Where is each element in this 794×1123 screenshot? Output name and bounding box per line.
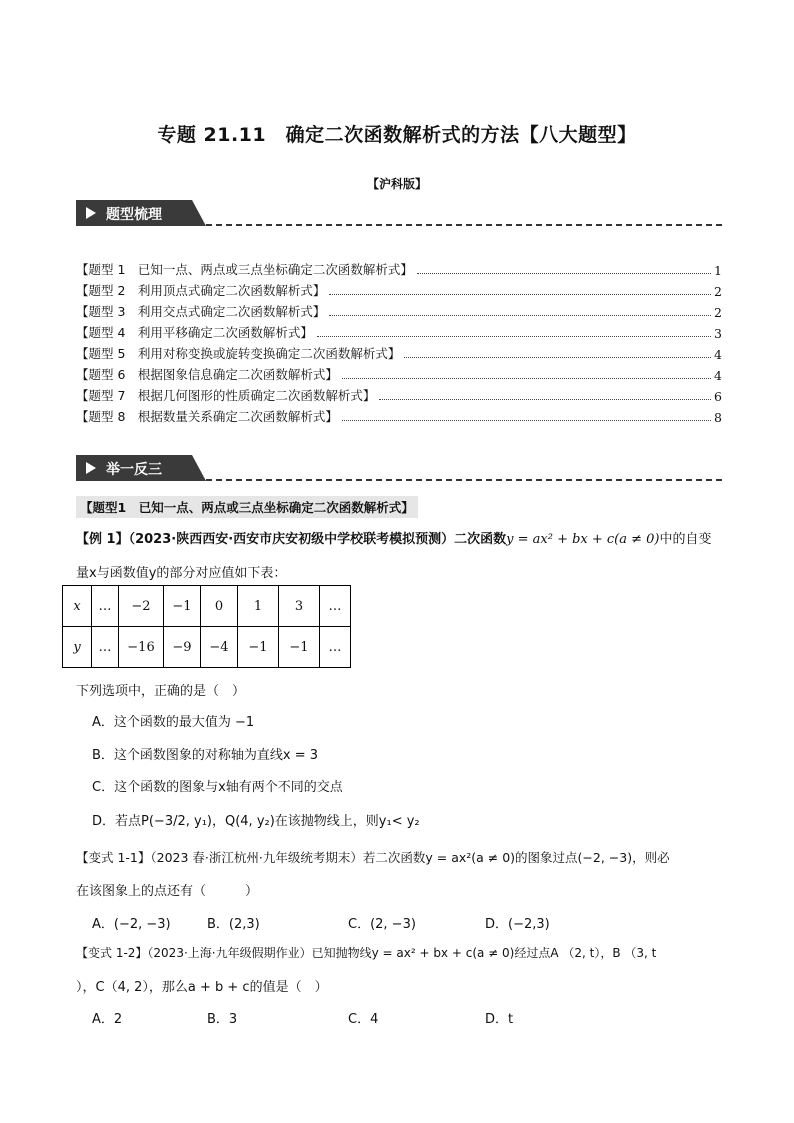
table-cell: …	[320, 586, 351, 627]
toc-row[interactable]	[76, 363, 722, 383]
toc-page: 6	[714, 389, 722, 404]
option-c[interactable]: C．这个函数的图象与x轴有两个不同的交点	[92, 780, 343, 795]
play-triangle-icon	[86, 462, 96, 474]
toc-page: 2	[714, 305, 722, 320]
banner-toc-label: 题型梳理	[106, 207, 162, 223]
toc-row[interactable]	[76, 342, 722, 362]
variant2-option-d[interactable]: D．t	[485, 1012, 514, 1027]
table-cell: …	[92, 586, 119, 627]
table-cell: 0	[201, 586, 238, 627]
table-cell: 3	[279, 586, 320, 627]
variant1-option-a[interactable]: A．(−2, −3)	[92, 917, 171, 932]
toc-leader	[404, 357, 711, 358]
variant2-option-b[interactable]: B．3	[207, 1012, 238, 1027]
toc-label: 【题型 2 利用顶点式确定二次函数解析式】	[76, 283, 326, 298]
table-cell: y	[63, 627, 92, 668]
toc-leader	[379, 399, 711, 400]
example1-formula: y = ax² + bx + c(a ≠ 0)	[506, 532, 660, 547]
example1-question: 下列选项中，正确的是（ ）	[76, 684, 246, 699]
variant1-option-b[interactable]: B．(2,3)	[207, 917, 260, 932]
variant1-line2: 在该图象上的点还有（ ）	[76, 884, 259, 899]
toc-leader	[342, 420, 711, 421]
banner-toc	[76, 200, 206, 226]
toc-page: 4	[714, 368, 722, 383]
table-cell: …	[92, 627, 119, 668]
toc-leader	[342, 378, 711, 379]
banner-divider	[206, 224, 722, 226]
table-row	[63, 586, 351, 627]
example1-suffix: 中的自变	[659, 532, 712, 547]
page-title: 专题 21.11 确定二次函数解析式的方法【八大题型】	[157, 124, 637, 146]
toc-label: 【题型 4 利用平移确定二次函数解析式】	[76, 325, 313, 340]
option-b[interactable]: B．这个函数图象的对称轴为直线x = 3	[92, 748, 319, 763]
toc-row[interactable]	[76, 300, 722, 320]
variant1-option-c[interactable]: C．(2, −3)	[348, 917, 416, 932]
example1-line2: 量x与函数值y的部分对应值如下表：	[76, 566, 287, 581]
option-d[interactable]: D．若点P(−3/2, y₁)，Q(4, y₂)在该抛物线上，则y₁< y₂	[92, 814, 420, 829]
toc-page: 4	[714, 347, 722, 362]
value-table	[62, 585, 351, 668]
toc-page: 2	[714, 284, 722, 299]
toc-label: 【题型 7 根据几何图形的性质确定二次函数解析式】	[76, 388, 376, 403]
option-a[interactable]: A．这个函数的最大值为 −1	[92, 715, 255, 730]
variant2-option-c[interactable]: C．4	[348, 1012, 379, 1027]
table-cell: −1	[238, 627, 279, 668]
toc-leader	[329, 294, 711, 295]
edition-label: 【沪科版】	[366, 177, 427, 191]
toc-row[interactable]	[76, 384, 722, 404]
toc-label: 【题型 5 利用对称变换或旋转变换确定二次函数解析式】	[76, 346, 401, 361]
table-cell: −16	[119, 627, 164, 668]
banner-practice	[76, 455, 206, 481]
table-cell: −9	[164, 627, 201, 668]
table-cell: −1	[164, 586, 201, 627]
variant1-line1: 【变式 1-1】（2023 春·浙江杭州·九年级统考期末）若二次函数y = ax²(a ≠ 0)的图象过点(−2, −3)，则必	[76, 850, 670, 865]
play-triangle-icon	[86, 207, 96, 219]
toc-label: 【题型 3 利用交点式确定二次函数解析式】	[76, 304, 326, 319]
toc-leader	[317, 336, 711, 337]
variant2-line1: 【变式 1-2】（2023·上海·九年级假期作业）已知抛物线y = ax² + bx + c(a ≠ 0)经过点A （2, t），B （3, t	[76, 946, 657, 960]
toc-row[interactable]	[76, 405, 722, 425]
table-row	[63, 627, 351, 668]
table-cell: …	[320, 627, 351, 668]
toc-leader	[417, 273, 711, 274]
table-cell: −1	[279, 627, 320, 668]
example1-prefix: 【例 1】（2023·陕西西安·西安市庆安初级中学校联考模拟预测）二次函数	[76, 532, 507, 547]
toc-label: 【题型 1 已知一点、两点或三点坐标确定二次函数解析式】	[76, 262, 413, 277]
banner-practice-label: 举一反三	[106, 462, 162, 478]
toc-leader	[329, 315, 711, 316]
toc-page: 8	[714, 410, 722, 425]
toc-row[interactable]	[76, 258, 722, 278]
toc-label: 【题型 8 根据数量关系确定二次函数解析式】	[76, 409, 338, 424]
section-heading: 【题型1 已知一点、两点或三点坐标确定二次函数解析式】	[76, 496, 418, 518]
toc-row[interactable]	[76, 321, 722, 341]
table-cell: x	[63, 586, 92, 627]
variant2-line2: ），C（4, 2），那么a + b + c的值是（ ）	[76, 980, 328, 995]
table-cell: −4	[201, 627, 238, 668]
banner-divider	[206, 479, 722, 481]
toc-label: 【题型 6 根据图象信息确定二次函数解析式】	[76, 367, 338, 382]
table-cell: 1	[238, 586, 279, 627]
variant1-option-d[interactable]: D．(−2,3)	[485, 917, 550, 932]
table-cell: −2	[119, 586, 164, 627]
variant2-option-a[interactable]: A．2	[92, 1012, 123, 1027]
toc-row[interactable]	[76, 279, 722, 299]
example1-line1	[76, 528, 712, 547]
toc-page: 1	[714, 263, 722, 278]
toc-page: 3	[714, 326, 722, 341]
